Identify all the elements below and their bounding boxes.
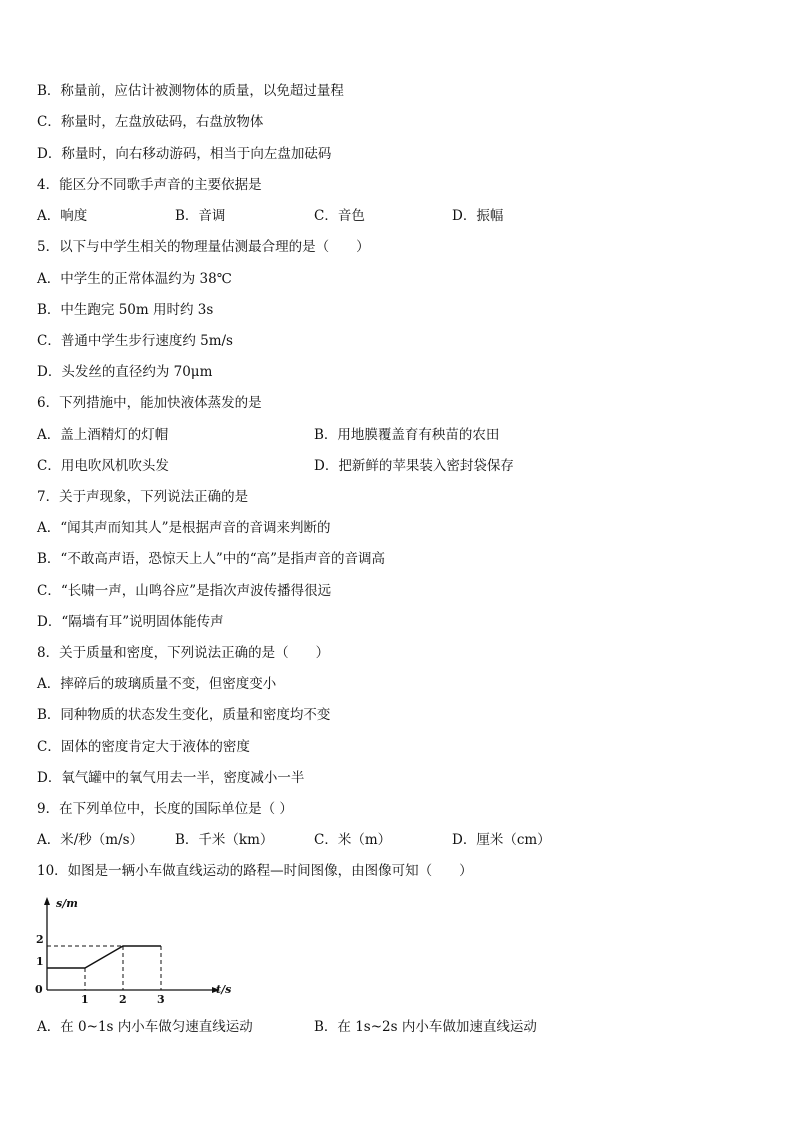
q5-option-c: C．普通中学生步行速度约 5m/s xyxy=(37,333,233,349)
q10-stem: 10．如图是一辆小车做直线运动的路程—时间图像，由图像可知（ ） xyxy=(37,863,473,879)
q4-stem: 4．能区分不同歌手声音的主要依据是 xyxy=(37,177,262,193)
q4-option-c: C．音色 xyxy=(314,208,365,224)
q8-option-b: B．同种物质的状态发生变化，质量和密度均不变 xyxy=(37,707,331,723)
q3-option-d: D．称量时，向右移动游码，相当于向左盘加砝码 xyxy=(37,146,332,162)
q6-option-a: A．盖上酒精灯的灯帽 xyxy=(37,427,169,443)
q9-option-d: D．厘米（cm） xyxy=(452,832,551,848)
q4-option-b: B．音调 xyxy=(175,208,226,224)
q7-option-d: D．“隔墙有耳”说明固体能传声 xyxy=(37,614,224,630)
q8-stem: 8．关于质量和密度，下列说法正确的是（ ） xyxy=(37,645,330,661)
q9-option-c: C．米（m） xyxy=(314,832,392,848)
q8-option-c: C．固体的密度肯定大于液体的密度 xyxy=(37,739,250,755)
q9-option-a: A．米/秒（m/s） xyxy=(37,832,144,848)
q5-option-b: B．中生跑完 50m 用时约 3s xyxy=(37,302,214,318)
q5-option-d: D．头发丝的直径约为 70μm xyxy=(37,364,213,380)
q3-option-c: C．称量时，左盘放砝码，右盘放物体 xyxy=(37,114,264,130)
q10-option-a: A．在 0~1s 内小车做匀速直线运动 xyxy=(37,1019,253,1035)
y-tick-label-1: 1 xyxy=(36,955,44,968)
q6-option-b: B．用地膜覆盖育有秧苗的农田 xyxy=(314,427,500,443)
x-axis-label: t/s xyxy=(216,983,232,996)
q6-stem: 6．下列措施中，能加快液体蒸发的是 xyxy=(37,395,262,411)
y-axis-arrow xyxy=(44,897,50,905)
q9-option-b: B．千米（km） xyxy=(175,832,274,848)
q7-stem: 7．关于声现象，下列说法正确的是 xyxy=(37,489,249,505)
q4-option-a: A．响度 xyxy=(37,208,88,224)
q3-option-b: B．称量前，应估计被测物体的质量，以免超过量程 xyxy=(37,83,344,99)
q5-stem: 5．以下与中学生相关的物理量估测最合理的是（ ） xyxy=(37,239,370,255)
q6-option-c: C．用电吹风机吹头发 xyxy=(37,458,169,474)
q5-option-a: A．中学生的正常体温约为 38℃ xyxy=(37,271,232,287)
q7-option-b: B．“不敢高声语，恐惊天上人”中的“高”是指声音的音调高 xyxy=(37,551,386,567)
x-tick-label-3: 3 xyxy=(157,993,165,1006)
y-axis-label: s/m xyxy=(56,897,78,910)
q8-option-a: A．摔碎后的玻璃质量不变，但密度变小 xyxy=(37,676,277,692)
graph-line xyxy=(47,946,161,968)
y-tick-label-2: 2 xyxy=(36,933,44,946)
q4-option-d: D．振幅 xyxy=(452,208,504,224)
x-tick-label-2: 2 xyxy=(119,993,127,1006)
q7-option-c: C．“长啸一声，山鸣谷应”是指次声波传播得很远 xyxy=(37,583,332,599)
distance-time-graph xyxy=(30,893,250,1008)
origin-label: 0 xyxy=(35,983,43,996)
q10-option-b: B．在 1s~2s 内小车做加速直线运动 xyxy=(314,1019,537,1035)
q9-stem: 9．在下列单位中，长度的国际单位是（ ） xyxy=(37,801,293,817)
x-tick-label-1: 1 xyxy=(81,993,89,1006)
q6-option-d: D．把新鲜的苹果装入密封袋保存 xyxy=(314,458,514,474)
q7-option-a: A．“闻其声而知其人”是根据声音的音调来判断的 xyxy=(37,520,331,536)
q8-option-d: D．氧气罐中的氧气用去一半，密度减小一半 xyxy=(37,770,305,786)
